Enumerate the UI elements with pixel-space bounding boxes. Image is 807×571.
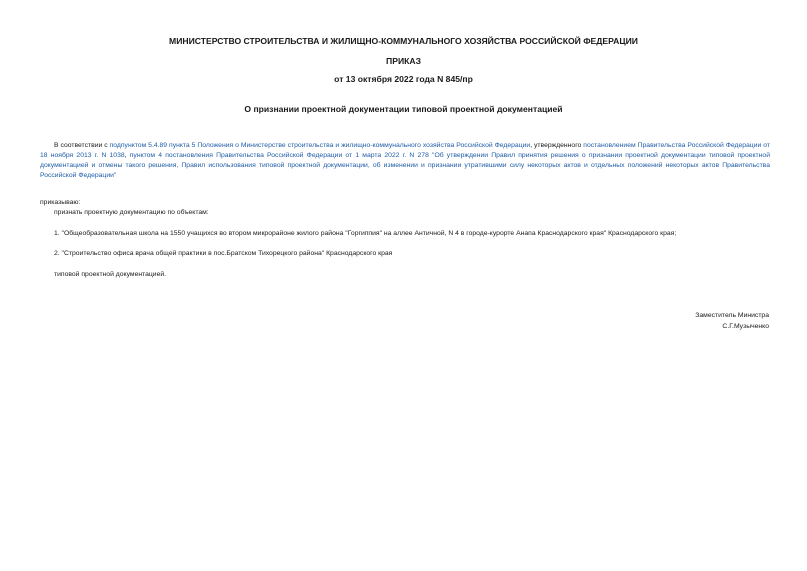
signatory-name: С.Г.Музыченко	[722, 323, 769, 330]
preamble-text: ,	[124, 152, 130, 159]
order-item-2: 2. "Строительство офиса врача общей практики в пос.Братском Тихорецкого района" Краснодарского края	[54, 250, 393, 257]
link-regulation-subpoint[interactable]: подпунктом 5.4.89 пункта 5 Положения о Министерстве строительства и жилищно-коммунального хозяйства Российской Федерации	[109, 142, 531, 149]
preamble-paragraph	[40, 141, 770, 181]
preamble-text: В соответствии с	[54, 142, 110, 149]
order-intro: признать проектную документацию по объектам:	[54, 209, 209, 216]
document-subject: О признании проектной документации типовой проектной документацией	[244, 104, 563, 114]
link-resolution-278[interactable]: пунктом 4 постановления Правительства Российской Федерации от 1 марта 2022 г. N 278 "Об утверждении Правил принятия решения о признании проектной документации типовой проектной документацией и отмены такого решения, Правил использования типовой проектной документации, об изменении и признании утратившими силу некоторых актов и отдельных положений некоторых актов Правительства Российской Федерации"	[40, 152, 770, 179]
document-type: ПРИКАЗ	[386, 56, 421, 66]
signatory-position: Заместитель Министра	[695, 312, 769, 319]
preamble-text: , утвержденного	[530, 142, 584, 149]
order-word: приказываю:	[40, 199, 81, 206]
document-date-number: от 13 октября 2022 года N 845/пр	[334, 74, 473, 84]
ministry-title: МИНИСТЕРСТВО СТРОИТЕЛЬСТВА И ЖИЛИЩНО-КОММУНАЛЬНОГО ХОЗЯЙСТВА РОССИЙСКОЙ ФЕДЕРАЦИИ	[169, 36, 638, 46]
link-resolution-1038[interactable]: постановлением Правительства Российской Федерации от 18 ноября 2013 г. N 1038	[40, 142, 770, 159]
order-closing: типовой проектной документацией.	[54, 271, 167, 278]
order-item-1: 1. "Общеобразовательная школа на 1550 учащихся во втором микрорайоне жилого района "Горгиппия" на аллее Античной, N 4 в городе-курорте Анапа Краснодарского края" Краснодарского края;	[54, 230, 677, 237]
